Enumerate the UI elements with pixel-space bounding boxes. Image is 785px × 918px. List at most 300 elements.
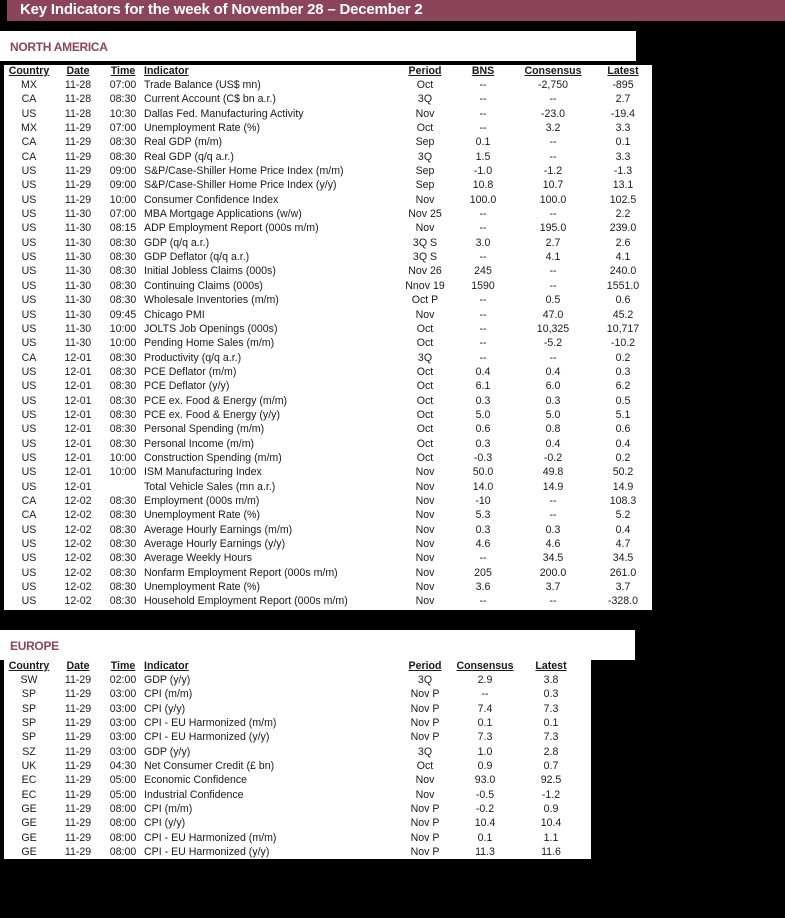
cell-consensus: -- [549, 351, 557, 364]
cell-indicator: PCE ex. Food & Energy (y/y) [144, 408, 281, 421]
cell-indicator: CPI (m/m) [144, 688, 193, 701]
cell-country: GE [21, 831, 37, 844]
table-row [4, 523, 652, 537]
cell-latest: 3.8 [543, 674, 559, 686]
cell-time: 08:00 [109, 831, 137, 844]
cell-consensus: -2,750 [537, 79, 569, 91]
cell-consensus: -- [549, 93, 557, 106]
table-row [4, 322, 652, 336]
cell-period: Nnov 19 [405, 279, 445, 292]
cell-period: 3Q [417, 150, 433, 163]
cell-indicator: CPI - EU Harmonized (m/m) [144, 831, 277, 844]
cell-date: 12-01 [64, 423, 92, 436]
cell-country: SP [21, 688, 37, 701]
table-row [4, 730, 586, 744]
cell-consensus: -- [549, 279, 557, 292]
cell-bns: 0.6 [475, 423, 491, 436]
cell-indicator: Consumer Confidence Index [144, 193, 279, 206]
table-row [4, 92, 652, 106]
cell-period: Oct [416, 79, 434, 91]
cell-country: US [21, 222, 37, 235]
cell-indicator: PCE Deflator (m/m) [144, 365, 237, 378]
cell-period: Nov P [410, 831, 440, 844]
cell-consensus: -- [549, 265, 557, 278]
table-row [4, 78, 652, 92]
cell-bns: -- [479, 251, 487, 264]
cell-time: 08:30 [109, 236, 137, 249]
table-row [4, 494, 652, 508]
table-row [4, 566, 652, 580]
cell-country: UK [21, 760, 37, 773]
cell-period: 3Q [417, 93, 433, 106]
cell-date: 12-02 [64, 595, 92, 608]
cell-time: 08:30 [109, 494, 137, 507]
cell-country: US [21, 480, 37, 493]
cell-date: 11-29 [64, 731, 92, 744]
table-row [4, 379, 652, 393]
table-row [4, 250, 652, 264]
cell-period: Nov 25 [408, 208, 442, 221]
column-header-time: Time [110, 65, 136, 77]
cell-time: 08:30 [109, 523, 137, 536]
table-row [4, 702, 586, 716]
cell-consensus: -- [549, 208, 557, 221]
cell-date: 11-29 [64, 803, 92, 816]
cell-country: SP [21, 717, 37, 730]
table-row [4, 293, 652, 307]
cell-latest: 0.3 [615, 365, 631, 378]
column-header-bns: BNS [471, 65, 495, 77]
cell-indicator: Construction Spending (m/m) [144, 451, 282, 464]
cell-bns: 3.0 [475, 236, 491, 249]
cell-date: 11-28 [64, 79, 92, 91]
cell-bns: 0.3 [475, 437, 491, 450]
cell-indicator: ISM Manufacturing Index [144, 466, 262, 479]
cell-consensus: -5.2 [543, 337, 563, 350]
europe-panel [4, 660, 591, 859]
cell-time: 08:30 [109, 552, 137, 565]
cell-date: 11-29 [64, 831, 92, 844]
cell-date: 11-29 [64, 688, 92, 701]
cell-time: 02:00 [109, 674, 137, 686]
north-america-heading: NORTH AMERICA [10, 40, 108, 54]
cell-latest: 3.7 [615, 581, 631, 594]
cell-latest: 5.1 [615, 408, 631, 421]
cell-period: Nov [415, 566, 435, 579]
cell-period: Nov P [410, 817, 440, 830]
cell-indicator: GDP Deflator (q/q a.r.) [144, 251, 250, 264]
cell-country: US [21, 451, 37, 464]
cell-date: 11-30 [64, 265, 92, 278]
cell-time: 10:00 [109, 466, 137, 479]
table-row [4, 480, 652, 494]
cell-country: SZ [22, 745, 36, 758]
cell-latest: 2.6 [615, 236, 631, 249]
europe-heading: EUROPE [10, 639, 59, 653]
cell-indicator: CPI (m/m) [144, 803, 193, 816]
cell-country: US [21, 466, 37, 479]
cell-indicator: GDP (y/y) [144, 674, 191, 686]
cell-indicator: Household Employment Report (000s m/m) [144, 595, 348, 608]
cell-date: 11-29 [64, 674, 92, 686]
table-row [4, 221, 652, 235]
cell-bns: 6.1 [475, 380, 491, 393]
cell-bns: 10.8 [472, 179, 494, 192]
cell-latest: 92.5 [540, 774, 562, 787]
cell-indicator: Unemployment Rate (%) [144, 581, 260, 594]
cell-bns: 1.5 [475, 150, 491, 163]
cell-consensus: 10,325 [536, 322, 570, 335]
cell-latest: 1.1 [543, 831, 559, 844]
cell-indicator: Initial Jobless Claims (000s) [144, 265, 276, 278]
cell-latest: 240.0 [609, 265, 637, 278]
cell-consensus: 5.0 [545, 408, 561, 421]
cell-period: Nov 26 [408, 265, 442, 278]
cell-date: 12-01 [64, 480, 92, 493]
cell-bns: -0.3 [473, 451, 493, 464]
cell-time: 10:00 [109, 322, 137, 335]
cell-period: 3Q [417, 745, 433, 758]
cell-date: 11-29 [64, 788, 92, 801]
page-title: Key Indicators for the week of November 28 – December 2 [20, 1, 423, 18]
cell-indicator: Wholesale Inventories (m/m) [144, 294, 279, 307]
cell-bns: -- [479, 107, 487, 120]
cell-latest: -895 [612, 79, 634, 91]
cell-bns: 205 [474, 566, 492, 579]
cell-time: 08:00 [109, 817, 137, 830]
cell-latest: 0.1 [543, 717, 559, 730]
cell-consensus: -- [481, 688, 489, 701]
cell-time: 08:30 [109, 93, 137, 106]
cell-time: 08:30 [109, 365, 137, 378]
cell-bns: 1590 [471, 279, 495, 292]
cell-consensus: 7.4 [477, 702, 493, 715]
cell-country: US [21, 365, 37, 378]
cell-period: Oct [416, 394, 434, 407]
cell-date: 12-02 [64, 581, 92, 594]
table-row [4, 351, 652, 365]
table-row [4, 207, 652, 221]
cell-date: 11-28 [64, 107, 92, 120]
cell-indicator: Average Hourly Earnings (y/y) [144, 538, 286, 550]
cell-time: 08:30 [109, 279, 137, 292]
cell-date: 12-01 [64, 351, 92, 364]
cell-indicator: Productivity (q/q a.r.) [144, 351, 242, 364]
cell-bns: -- [479, 351, 487, 364]
cell-latest: 1551.0 [606, 279, 640, 292]
cell-bns: 3.6 [475, 581, 491, 594]
cell-bns: 0.4 [475, 365, 491, 378]
cell-latest: -328.0 [607, 595, 639, 608]
cell-country: CA [21, 494, 37, 507]
cell-date: 11-29 [64, 817, 92, 830]
table-row [4, 107, 652, 121]
table-row [4, 193, 652, 207]
table-row [4, 673, 586, 687]
table-row [4, 816, 586, 830]
column-header-latest: Latest [535, 660, 567, 672]
cell-consensus: -- [549, 136, 557, 149]
cell-consensus: 2.7 [545, 236, 561, 249]
cell-bns: -- [479, 208, 487, 221]
cell-latest: 0.9 [543, 803, 559, 816]
cell-indicator: Nonfarm Employment Report (000s m/m) [144, 566, 338, 579]
cell-date: 12-01 [64, 466, 92, 479]
cell-indicator: Personal Spending (m/m) [144, 423, 265, 436]
cell-consensus: 7.3 [477, 731, 493, 744]
cell-consensus: 0.5 [545, 294, 561, 307]
cell-bns: 50.0 [472, 466, 494, 479]
cell-time: 05:00 [109, 774, 137, 787]
cell-country: GE [21, 817, 37, 830]
table-row [4, 759, 586, 773]
cell-country: GE [21, 803, 37, 816]
cell-time: 08:30 [109, 394, 137, 407]
cell-consensus: 93.0 [474, 774, 496, 787]
cell-country: US [21, 337, 37, 350]
cell-period: Oct [416, 322, 434, 335]
cell-date: 11-30 [64, 208, 92, 221]
cell-indicator: MBA Mortgage Applications (w/w) [144, 208, 302, 221]
cell-bns: 4.6 [475, 538, 491, 550]
column-header-period: Period [408, 660, 442, 672]
cell-latest: 4.7 [615, 538, 631, 550]
cell-country: CA [21, 351, 37, 364]
column-header-country: Country [8, 65, 50, 77]
cell-date: 11-30 [64, 251, 92, 264]
cell-bns: 245 [474, 265, 492, 278]
cell-time: 08:30 [109, 380, 137, 393]
cell-period: Nov [415, 480, 435, 493]
cell-period: Sep [415, 136, 435, 149]
cell-consensus: 195.0 [539, 222, 567, 235]
cell-latest: 0.1 [615, 136, 631, 149]
table-row [4, 408, 652, 422]
cell-latest: 45.2 [612, 308, 634, 321]
cell-indicator: Real GDP (m/m) [144, 136, 223, 149]
cell-bns: -- [479, 595, 487, 608]
cell-indicator: PCE Deflator (y/y) [144, 380, 230, 393]
cell-latest: 4.1 [615, 251, 631, 264]
cell-country: EC [21, 788, 37, 801]
cell-time: 08:30 [109, 294, 137, 307]
cell-country: SP [21, 702, 37, 715]
cell-indicator: Total Vehicle Sales (mn a.r.) [144, 480, 276, 493]
cell-time: 07:00 [109, 79, 137, 91]
cell-date: 11-30 [64, 236, 92, 249]
cell-date: 12-02 [64, 552, 92, 565]
cell-consensus: -0.5 [475, 788, 495, 801]
cell-latest: 10,717 [606, 322, 640, 335]
cell-period: Sep [415, 179, 435, 192]
cell-indicator: Current Account (C$ bn a.r.) [144, 93, 276, 106]
cell-consensus: 0.3 [545, 394, 561, 407]
cell-time: 08:15 [109, 222, 137, 235]
cell-country: US [21, 265, 37, 278]
cell-country: US [21, 236, 37, 249]
cell-consensus: 0.1 [477, 831, 493, 844]
cell-consensus: 0.9 [477, 760, 493, 773]
cell-consensus: 0.3 [545, 523, 561, 536]
cell-time: 08:30 [109, 351, 137, 364]
cell-period: Oct [416, 337, 434, 350]
cell-indicator: CPI - EU Harmonized (y/y) [144, 731, 270, 744]
cell-country: CA [21, 136, 37, 149]
cell-time: 09:00 [109, 179, 137, 192]
column-header-date: Date [66, 65, 90, 77]
cell-consensus: 0.1 [477, 717, 493, 730]
cell-consensus: -0.2 [543, 451, 563, 464]
cell-latest: 0.3 [543, 688, 559, 701]
cell-country: US [21, 294, 37, 307]
cell-bns: 0.3 [475, 523, 491, 536]
cell-country: US [21, 179, 37, 192]
cell-country: US [21, 538, 37, 550]
cell-time: 10:00 [109, 451, 137, 464]
cell-indicator: Average Weekly Hours [144, 552, 252, 565]
cell-country: GE [21, 846, 37, 859]
cell-indicator: S&P/Case-Shiller Home Price Index (y/y) [144, 179, 337, 192]
column-header-date: Date [66, 660, 90, 672]
table-row [4, 121, 652, 135]
cell-consensus: 10.4 [474, 817, 496, 830]
table-row [4, 508, 652, 522]
table-row [4, 745, 586, 759]
cell-latest: 2.7 [615, 93, 631, 106]
cell-date: 12-01 [64, 365, 92, 378]
cell-latest: 108.3 [609, 494, 637, 507]
cell-consensus: 1.0 [477, 745, 493, 758]
cell-indicator: Economic Confidence [144, 774, 248, 787]
cell-period: Oct [416, 451, 434, 464]
cell-date: 11-29 [64, 165, 92, 178]
cell-date: 11-30 [64, 337, 92, 350]
cell-indicator: Industrial Confidence [144, 788, 244, 801]
cell-period: Nov [415, 538, 435, 550]
table-row [4, 394, 652, 408]
cell-time: 08:30 [109, 566, 137, 579]
cell-date: 12-02 [64, 509, 92, 522]
cell-consensus: 4.6 [545, 538, 561, 550]
cell-time: 07:00 [109, 122, 137, 135]
cell-period: Nov P [410, 702, 440, 715]
cell-consensus: 200.0 [539, 566, 567, 579]
cell-latest: 0.4 [615, 437, 631, 450]
cell-time: 09:45 [109, 308, 137, 321]
cell-consensus: -23.0 [540, 107, 566, 120]
cell-time: 08:30 [109, 423, 137, 436]
cell-time: 08:30 [109, 408, 137, 421]
cell-date: 12-02 [64, 523, 92, 536]
cell-country: US [21, 552, 37, 565]
table-row [4, 236, 652, 250]
cell-country: US [21, 394, 37, 407]
cell-indicator: Continuing Claims (000s) [144, 279, 263, 292]
cell-latest: -10.2 [610, 337, 636, 350]
cell-indicator: CPI (y/y) [144, 817, 186, 830]
table-row [4, 135, 652, 149]
cell-latest: 239.0 [609, 222, 637, 235]
cell-time: 08:30 [109, 595, 137, 608]
cell-bns: -- [479, 222, 487, 235]
cell-period: Oct [416, 365, 434, 378]
table-row [4, 437, 652, 451]
cell-consensus: -- [549, 509, 557, 522]
cell-date: 12-02 [64, 566, 92, 579]
cell-period: Nov P [410, 717, 440, 730]
cell-consensus: -- [549, 494, 557, 507]
cell-date: 11-29 [64, 774, 92, 787]
cell-latest: -1.2 [541, 788, 561, 801]
column-header-latest: Latest [607, 65, 639, 77]
cell-bns: -- [479, 308, 487, 321]
cell-period: Sep [415, 165, 435, 178]
cell-indicator: Pending Home Sales (m/m) [144, 337, 275, 350]
cell-date: 11-30 [64, 322, 92, 335]
cell-latest: 2.8 [543, 745, 559, 758]
cell-bns: 5.3 [475, 509, 491, 522]
cell-time: 03:00 [109, 731, 137, 744]
cell-consensus: -0.2 [475, 803, 495, 816]
column-header-period: Period [408, 65, 442, 77]
cell-period: Nov P [410, 731, 440, 744]
cell-country: US [21, 380, 37, 393]
cell-consensus: 49.8 [542, 466, 564, 479]
cell-period: Nov [415, 509, 435, 522]
table-row [4, 451, 652, 465]
cell-time: 08:30 [109, 251, 137, 264]
cell-date: 11-30 [64, 279, 92, 292]
cell-country: MX [21, 122, 37, 135]
cell-country: CA [21, 93, 37, 106]
cell-bns: 0.1 [475, 136, 491, 149]
cell-date: 11-29 [64, 122, 92, 135]
cell-period: Nov [415, 788, 435, 801]
column-header-consensus: Consensus [456, 660, 514, 672]
title-bar [7, 0, 785, 21]
cell-latest: 0.4 [615, 523, 631, 536]
table-row [4, 150, 652, 164]
cell-period: 3Q [417, 674, 433, 686]
cell-time: 10:30 [109, 107, 137, 120]
cell-consensus: -1.2 [543, 165, 563, 178]
cell-date: 11-29 [64, 179, 92, 192]
cell-date: 11-30 [64, 294, 92, 307]
cell-bns: -- [479, 337, 487, 350]
cell-period: Nov [415, 595, 435, 608]
cell-indicator: Employment (000s m/m) [144, 494, 260, 507]
cell-time: 03:00 [109, 717, 137, 730]
cell-time: 08:30 [109, 150, 137, 163]
cell-country: US [21, 437, 37, 450]
cell-consensus: 0.8 [545, 423, 561, 436]
cell-time [102, 480, 144, 494]
cell-date: 11-29 [64, 193, 92, 206]
column-header-indicator: Indicator [144, 65, 189, 77]
cell-period: Nov [415, 308, 435, 321]
table-row [4, 831, 586, 845]
cell-consensus: 0.4 [545, 437, 561, 450]
cell-bns: 100.0 [469, 193, 497, 206]
cell-latest: 6.2 [615, 380, 631, 393]
north-america-table [4, 65, 652, 609]
cell-country: US [21, 322, 37, 335]
cell-date: 11-28 [64, 93, 92, 106]
cell-consensus: 4.1 [545, 251, 561, 264]
cell-latest: 14.9 [612, 480, 634, 493]
cell-latest: 102.5 [609, 193, 637, 206]
cell-latest: 11.6 [541, 846, 561, 859]
